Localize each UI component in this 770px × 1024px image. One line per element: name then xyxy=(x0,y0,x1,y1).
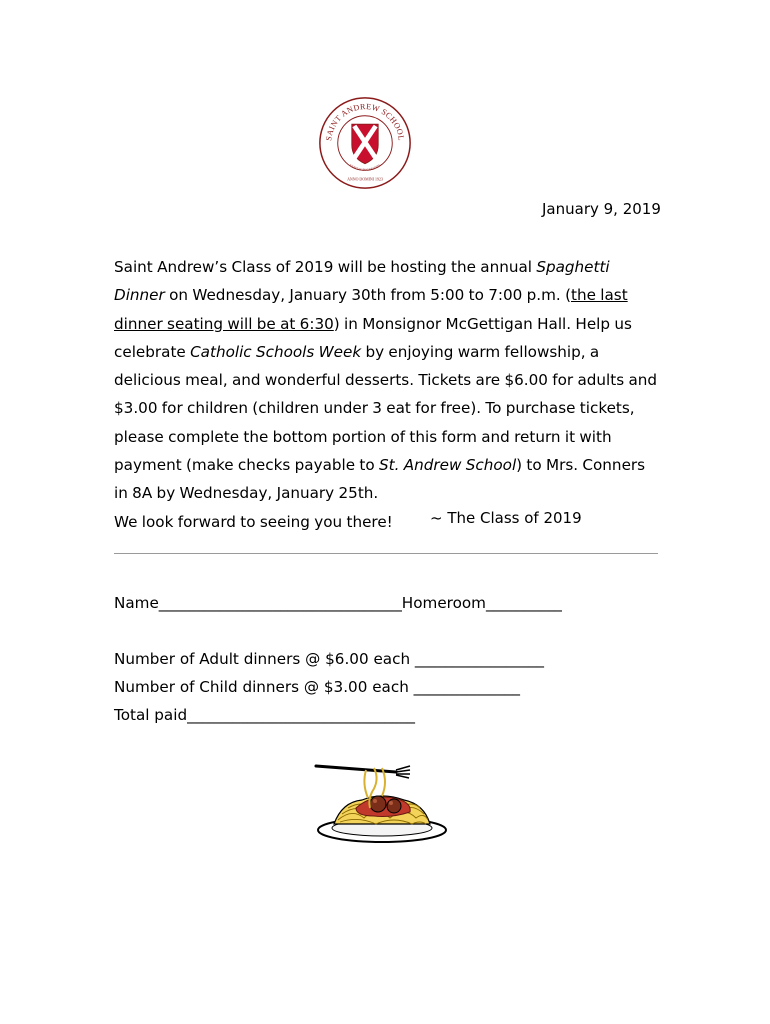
letter-date: January 9, 2019 xyxy=(542,200,661,218)
logo-motto: VERITAS IN CARITATE xyxy=(348,163,382,172)
p1-part-d: by enjoying warm fellowship, a delicious meal, and wonderful desserts. Tickets are $6.00 for adults and $3.00 for children (children under 3 eat for free). To purchase tickets, please complete the bottom portion of this form and return it with payment (make checks payable to xyxy=(114,342,658,475)
adult-dinners-field[interactable]: Number of Adult dinners @ $6.00 each _________________ xyxy=(114,650,545,668)
tear-off-divider xyxy=(114,553,658,554)
check-payee: St. Andrew School xyxy=(379,456,517,475)
total-paid-field[interactable]: Total paid______________________________ xyxy=(114,706,415,724)
signoff: ~ The Class of 2019 xyxy=(430,509,582,527)
p1-part-c: ) in Monsignor McGettigan Hall. Help us celebrate xyxy=(114,314,632,361)
letter-paragraph xyxy=(114,253,659,508)
p1-part-e: ) to Mrs. Conners in 8A by Wednesday, January 25th. xyxy=(114,456,646,503)
logo-school-name: SAINT ANDREW SCHOOL xyxy=(324,102,406,142)
school-logo xyxy=(318,96,412,190)
spaghetti-plate-icon xyxy=(312,758,452,848)
closing-line: We look forward to seeing you there! xyxy=(114,512,393,531)
catholic-schools-week: Catholic Schools Week xyxy=(190,342,362,361)
p1-part-a: Saint Andrew’s Class of 2019 will be hosting the annual xyxy=(114,258,537,276)
name-homeroom-field[interactable]: Name________________________________Homeroom__________ xyxy=(114,594,562,612)
last-seating-note: the last dinner seating will be at 6:30 xyxy=(114,286,628,333)
event-name: Spaghetti Dinner xyxy=(114,258,610,305)
letter-body xyxy=(114,253,659,536)
logo-founding: ANNO DOMINI 1923 xyxy=(347,176,383,182)
p1-part-b: on Wednesday, January 30th from 5:00 to 7:00 p.m. ( xyxy=(164,286,572,305)
child-dinners-field[interactable]: Number of Child dinners @ $3.00 each ______________ xyxy=(114,678,520,696)
